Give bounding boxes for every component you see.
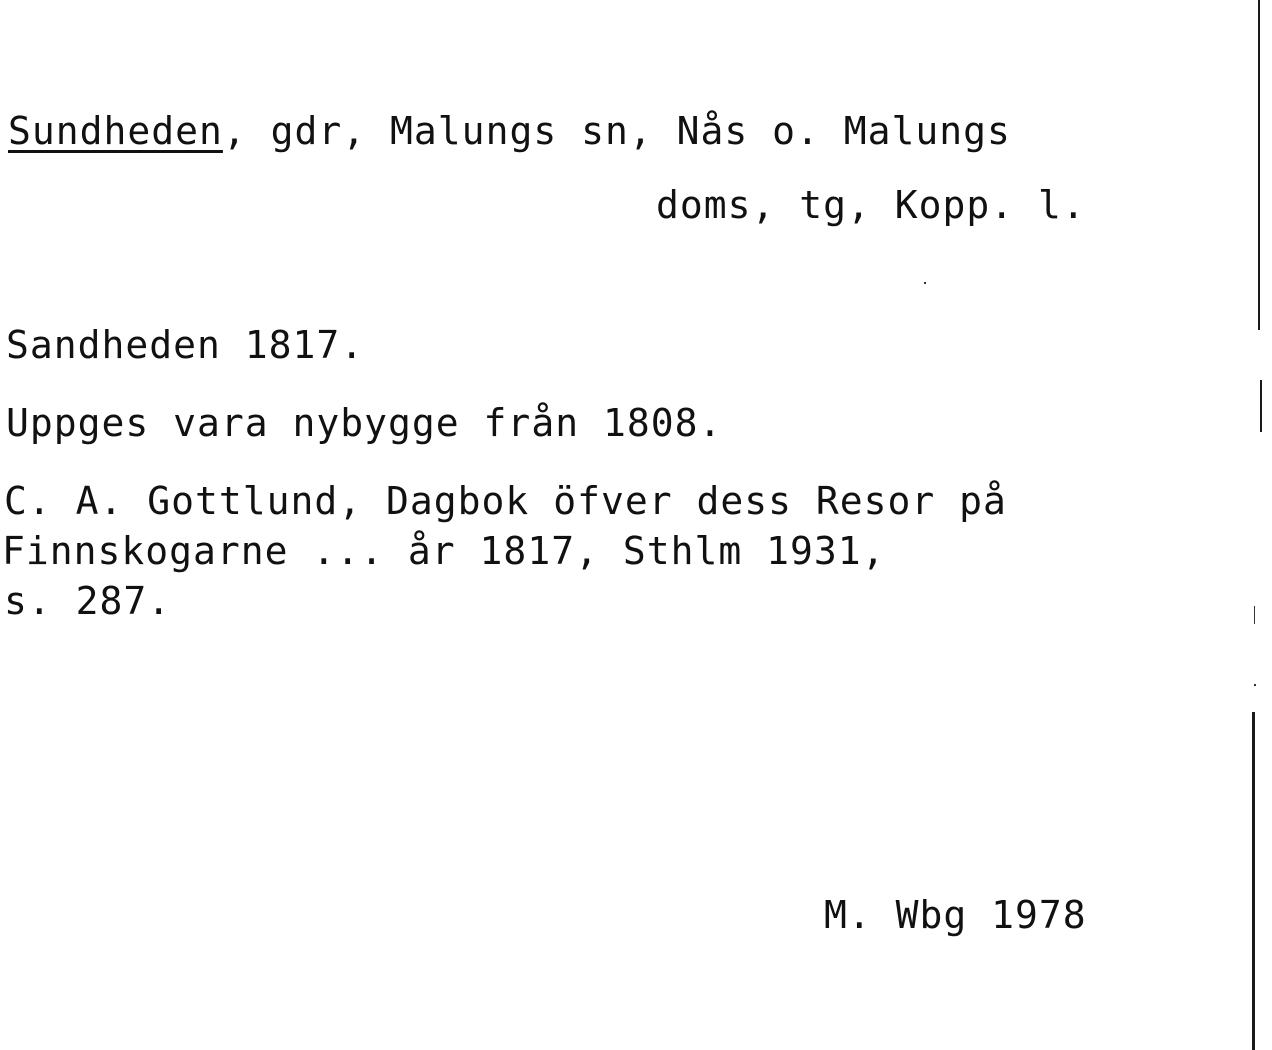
- variant-spelling: Sandheden 1817.: [6, 323, 365, 367]
- heading-continuation: doms, tg, Kopp. l.: [656, 183, 1086, 227]
- source-line-1: C. A. Gottlund, Dagbok öfver dess Resor på: [4, 479, 1007, 523]
- source-line-3: s. 287.: [4, 579, 172, 623]
- scan-edge-mark: [1252, 712, 1255, 1050]
- scan-speck: [1254, 684, 1256, 686]
- entry-heading-line: [8, 109, 1011, 153]
- scan-speck: [924, 282, 926, 284]
- signature: M. Wbg 1978: [824, 893, 1087, 937]
- scan-edge-mark: [1258, 0, 1260, 330]
- scan-edge-mark: [1260, 380, 1262, 432]
- headword: Sundheden: [8, 109, 223, 153]
- note-line: Uppges vara nybygge från 1808.: [6, 401, 723, 445]
- scan-speck: [1254, 606, 1255, 624]
- heading-description: , gdr, Malungs sn, Nås o. Malungs: [222, 109, 1011, 153]
- source-line-2: Finnskogarne ... år 1817, Sthlm 1931,: [2, 529, 886, 573]
